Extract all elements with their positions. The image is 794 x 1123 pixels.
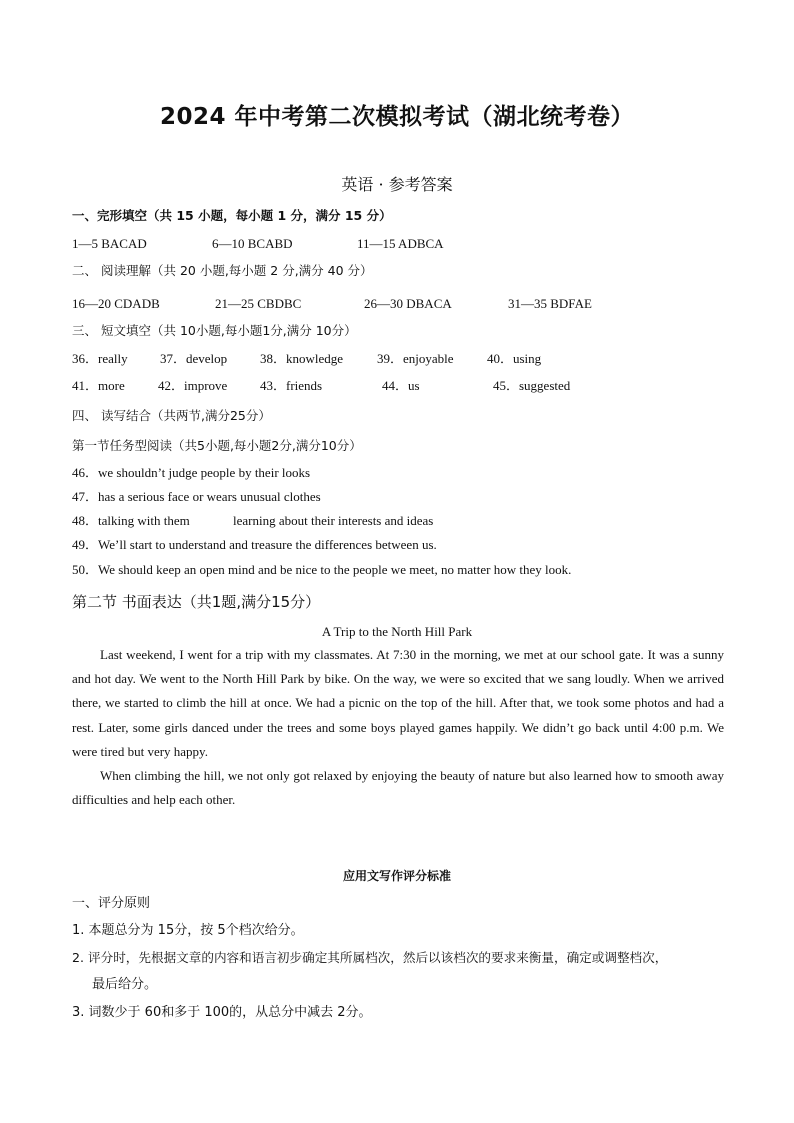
essay-paragraph: When climbing the hill, we not only got relaxed by enjoying the beauty of nature but also learned how to smooth away difficulties and help each other. <box>72 768 724 808</box>
criteria-item: 1. 本题总分为 15分，按 5个档次给分。 <box>72 923 304 938</box>
part2-heading: 二、 阅读理解（共 20 小题,每小题 2 分,满分 40 分） <box>72 263 373 278</box>
criteria-title: 应用文写作评分标准 <box>342 869 451 883</box>
part3-answer: 44．us <box>382 378 420 393</box>
part4-heading: 四、 读写结合（共两节,满分25分） <box>72 408 271 423</box>
part3-answer: 41．more <box>72 378 125 393</box>
criteria-heading: 一、评分原则 <box>72 896 151 911</box>
part3-answer: 42．improve <box>158 378 228 393</box>
part1-answer: 11—15 ADBCA <box>357 236 444 251</box>
essay-paragraph: Last weekend, I went for a trip with my classmates. At 7:30 in the morning, we met at our school gate. It was a sunny and hot day. We went to the North Hill Park by bike. On the way, we were so excited that we sang loudly. When we arrived there, we started to climb the hill at once. We had a picnic on the top of the hill. After that, we took some photos and had a rest. Later, some girls danced under the trees and some boys played games happily. We didn’t go back until 4:00 p.m. We were tired but very happy. <box>72 647 724 759</box>
part3-answer: 36．really <box>72 351 128 366</box>
part3-answer: 38．knowledge <box>260 351 344 366</box>
section1-item: 47．has a serious face or wears unusual clothes <box>72 489 321 504</box>
page-subtitle: 英语 · 参考答案 <box>341 175 453 194</box>
part2-answer: 16—20 CDADB <box>72 296 160 311</box>
criteria-item: 2. 评分时，先根据文章的内容和语言初步确定其所属档次，然后以该档次的要求来衡量，确定或调整档次， <box>72 950 668 965</box>
page-title: 2024 年中考第二次模拟考试（湖北统考卷） <box>159 104 635 130</box>
section1-heading: 第一节任务型阅读（共5小题,每小题2分,满分10分） <box>72 438 362 453</box>
criteria-item: 3. 词数少于 60和多于 100的，从总分中减去 2分。 <box>72 1005 372 1020</box>
section1-item: 50．We should keep an open mind and be nice to the people we meet, no matter how they look. <box>72 562 572 577</box>
section1-item: 48．talking with them <box>72 513 190 528</box>
criteria-item-continued: 最后给分。 <box>92 977 158 992</box>
essay-title: A Trip to the North Hill Park <box>321 624 473 639</box>
part3-answer: 39．enjoyable <box>377 351 454 366</box>
part1-answer: 1—5 BACAD <box>72 236 147 251</box>
section1-item: 49．We’ll start to understand and treasure the differences between us. <box>72 537 437 552</box>
part3-answer: 45．suggested <box>493 378 571 393</box>
part2-answer: 31—35 BDFAE <box>508 296 592 311</box>
section1-item: 46．we shouldn’t judge people by their looks <box>72 465 311 480</box>
part2-answer: 21—25 CBDBC <box>215 296 302 311</box>
part1-answer: 6—10 BCABD <box>212 236 293 251</box>
part1-heading: 一、完形填空（共 15 小题，每小题 1 分，满分 15 分） <box>72 208 392 223</box>
part3-heading: 三、 短文填空（共 10小题,每小题1分,满分 10分） <box>72 323 357 338</box>
part3-answer: 43．friends <box>260 378 323 393</box>
part2-answer: 26—30 DBACA <box>364 296 452 311</box>
section1-item-extra: learning about their interests and ideas <box>233 513 434 528</box>
essay-body <box>72 643 724 812</box>
part3-answer: 40．using <box>487 351 542 366</box>
part3-answer: 37．develop <box>160 351 228 366</box>
section2-heading: 第二节 书面表达（共1题,满分15分） <box>72 593 321 611</box>
